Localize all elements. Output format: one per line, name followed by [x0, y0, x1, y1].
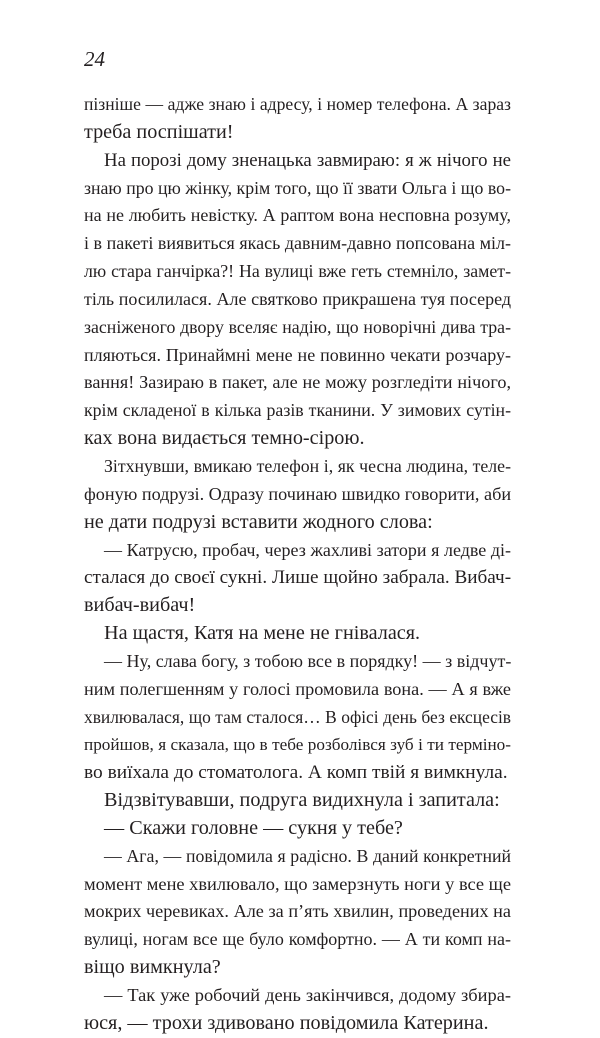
text-line: вибач-вибач!: [84, 594, 196, 617]
text-line: вання! Зазираю в пакет, але не можу розгледіти нічого,: [84, 372, 511, 393]
text-line: — Катрусю, пробач, через жахливі затори я ледве ді-: [104, 539, 511, 560]
text-line: — Ну, слава богу, з тобою все в порядку! — з відчут-: [104, 650, 512, 671]
text-line: хвилювалася, що там сталося… В офісі день без ексцесів: [84, 706, 511, 727]
text-line: фоную подрузі. Одразу починаю швидко говорити, аби: [84, 483, 512, 504]
text-line: — Ага, — повідомила я радісно. В даний конкретний: [104, 845, 511, 866]
text-line: не дати подрузі вставити жодного слова:: [84, 510, 433, 533]
text-line: віщо вимкнула?: [84, 956, 221, 979]
text-line: пляються. Принаймні мене не повинно чекати розчару-: [84, 344, 511, 365]
text-line: пізніше — адже знаю і адресу, і номер телефона. А зараз: [84, 94, 511, 114]
text-line: треба поспішати!: [84, 120, 234, 143]
text-line: пройшов, я сказала, що в тебе розболівся зуб і ти терміно-: [84, 735, 511, 755]
text-line: вулиці, ногам все ще було комфортно. — А ти комп на-: [84, 929, 511, 950]
text-line: і в пакеті виявиться якась давним-давно попсована міл-: [84, 233, 511, 254]
text-line: — Скажи головне — сукня у тебе?: [104, 816, 403, 839]
text-line: мокрих черевиках. Але за п’ять хвилин, проведених на: [84, 901, 511, 922]
text-line: На щастя, Катя на мене не гнівалася.: [104, 622, 421, 645]
text-line: на не любить невістку. А раптом вона несповна розуму,: [84, 205, 511, 226]
body-text: [84, 91, 511, 1038]
text-line: крім складеної в кілька разів тканини. У зимових сутін-: [84, 400, 511, 421]
text-line: ках вона видається темно-сірою.: [84, 427, 365, 450]
text-line: — Так уже робочий день закінчився, додому збира-: [104, 985, 511, 1005]
text-line: ним полегшенням у голосі промовила вона. — А я вже: [84, 678, 511, 699]
text-line: сталася до своєї сукні. Лише щойно забрала. Вибач-: [84, 567, 512, 589]
text-line: На порозі дому зненацька завмираю: я ж нічого не: [104, 149, 511, 171]
text-line: знаю про цю жінку, крім того, що її звати Ольга і що во-: [84, 177, 511, 198]
text-line: момент мене хвилювало, що замерзнуть ноги у все ще: [84, 873, 511, 894]
text-line: юся, — трохи здивовано повідомила Катерина.: [84, 1011, 489, 1034]
text-line: тіль посилилася. Але святково прикрашена туя посеред: [84, 288, 511, 309]
text-line: лю стара ганчірка?! На вулиці вже геть стемніло, замет-: [84, 261, 511, 282]
text-line: во виїхала до стоматолога. А комп твій я вимкнула.: [84, 762, 508, 784]
text-line: Відзвітувавши, подруга видихнула і запитала:: [104, 789, 500, 812]
page-number: 24: [84, 47, 105, 71]
text-line: Зітхнувши, вмикаю телефон і, як чесна людина, теле-: [104, 455, 511, 476]
text-line: засніженого двору вселяє надію, що новорічні дива тра-: [84, 316, 511, 337]
